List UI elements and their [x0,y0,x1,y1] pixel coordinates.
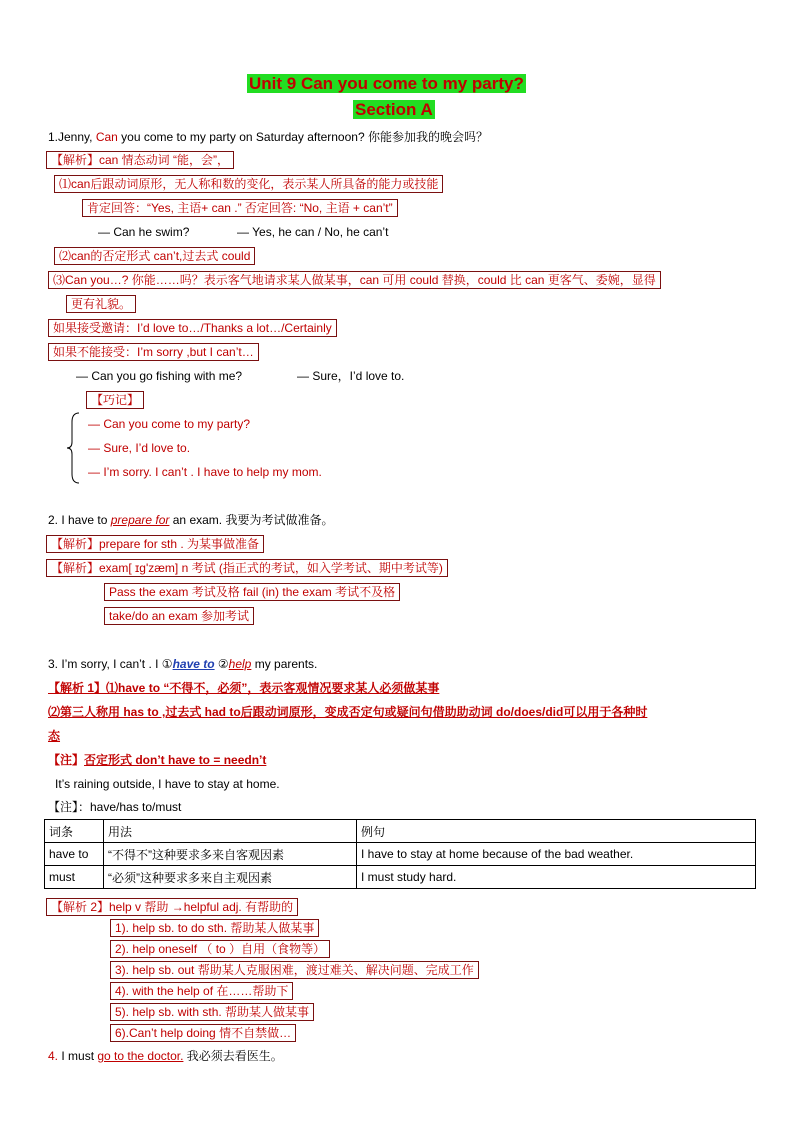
item3-analysis2: 【解析 2】help v 帮助 →helpful adj. 有帮助的 [46,898,298,916]
item3-note-label: 【注】 [48,753,85,767]
table-header-row [45,820,756,843]
curly-brace-icon [66,412,80,484]
item3-analysis1: 【解析 1】⑴have to “不得不，必须”，表示客观情况要求某人必须做某事 [48,681,440,695]
table-header-cell: 例句 [357,820,756,843]
item1-example-answer: — Yes, he can / No, he can’t [237,225,389,239]
help-item: 4). with the help of 在……帮助下 [110,982,293,1000]
item1-accept: 如果接受邀请：I’d love to…/Thanks a lot…/Certainly [48,319,337,337]
item2-take-exam: take/do an exam 参加考试 [104,607,254,625]
help-item: 2). help oneself （ to ）自用（食物等） [110,940,330,958]
item1-dialog-question: — Can you go fishing with me? [76,369,243,383]
item4-rest: 我必须去看医生。 [183,1049,283,1063]
item1-point2: ⑵can的否定形式 can’t,过去式 could [54,247,255,265]
item2-analysis2: 【解析】exam[ ɪɡ'zæm] n 考试 (指正式的考试，如入学考试、期中考试等) [46,559,448,577]
table-row [45,866,756,889]
item3-rest: my parents. [251,657,318,671]
item3-sentence [48,655,317,673]
item4-number: 4. [48,1049,59,1063]
help-item: 1). help sb. to do sth. 帮助某人做某事 [110,919,319,937]
item1-tip-line2: — Sure, I’d love to. [88,441,191,455]
item1-decline: 如果不能接受：I’m sorry ,but I can’t… [48,343,259,361]
item1-answers: 肯定回答：“Yes, 主语+ can .” 否定回答: “No, 主语 + can’t” [82,199,398,217]
item1-rest: you come to my party on Saturday afternoon? 你能参加我的晚会吗？ [117,130,488,144]
item1-point3: ⑶Can you…? 你能……吗？表示客气地请求某人做某事，can 可用 could 替换，could 比 can 更客气、委婉，显得 [48,271,661,289]
item3-number: 3. I’m sorry, I can’t . I ① [48,657,173,671]
item1-number: 1.Jenny, [48,130,96,144]
item3-mid: ② [214,657,229,671]
item1-analysis: 【解析】can 情态动词 “能，会”， [46,151,234,169]
item4-sentence [48,1047,283,1065]
table-row [45,843,756,866]
item1-example-question: — Can he swim? [98,225,190,239]
item2-sentence [48,511,333,529]
item1-tip-label: 【巧记】 [86,391,144,409]
table-header-cell: 词条 [45,820,104,843]
help-item: 3). help sb. out 帮助某人克服困难，渡过难关、解决问题、完成工作 [110,961,479,979]
table-cell: must [45,866,104,889]
item3-analysis1-p2-cont: 态 [48,729,61,743]
item1-can: Can [95,130,118,144]
section-title-text: Section A [355,100,433,119]
item2-rest: an exam. 我要为考试做准备。 [169,513,334,527]
section-title [353,99,435,121]
table-cell: “必须”这种要求多来自主观因素 [104,866,357,889]
item3-blank1: have to [172,657,215,671]
item4-blank: go to the doctor. [97,1049,184,1063]
unit-title [247,73,526,95]
item2-analysis1: 【解析】prepare for sth . 为某事做准备 [46,535,264,553]
item1-point1: ⑴can后跟动词原形，无人称和数的变化，表示某人所具备的能力或技能 [54,175,443,193]
item3-note-text: 否定形式 don’t have to = needn’t [84,753,267,767]
item2-number: 2. I have to [48,513,111,527]
item3-table-label: 【注】：have/has to/must [48,800,182,814]
item3-note [48,751,266,769]
help-item: 6).Can’t help doing 情不自禁做… [110,1024,296,1042]
item2-blank: prepare for [110,513,170,527]
item1-point3-cont: 更有礼貌。 [66,295,136,313]
table-header-cell: 用法 [104,820,357,843]
table-cell: I must study hard. [357,866,756,889]
item1-tip-line1: — Can you come to my party? [88,417,251,431]
table-cell: have to [45,843,104,866]
item3-analysis1-p2: ⑵第三人称用 has to ,过去式 had to后跟动词原形，变成否定句或疑问句借助助动词 do/does/did可以用于各种时 [48,705,648,719]
item1-sentence [48,128,488,146]
table-cell: I have to stay at home because of the bad weather. [357,843,756,866]
usage-table [44,819,756,889]
item3-example: It’s raining outside, I have to stay at home. [55,777,280,791]
table-cell: “不得不”这种要求多来自客观因素 [104,843,357,866]
unit-title-text: Unit 9 Can you come to my party? [249,74,524,93]
item3-blank2: help [228,657,252,671]
help-item: 5). help sb. with sth. 帮助某人做某事 [110,1003,314,1021]
item1-dialog-answer: — Sure，I’d love to. [297,369,405,383]
item1-tip-line3: — I’m sorry. I can’t . I have to help my mom. [88,465,322,479]
item4-text: I must [58,1049,98,1063]
item2-pass-fail: Pass the exam 考试及格 fail (in) the exam 考试不及格 [104,583,400,601]
